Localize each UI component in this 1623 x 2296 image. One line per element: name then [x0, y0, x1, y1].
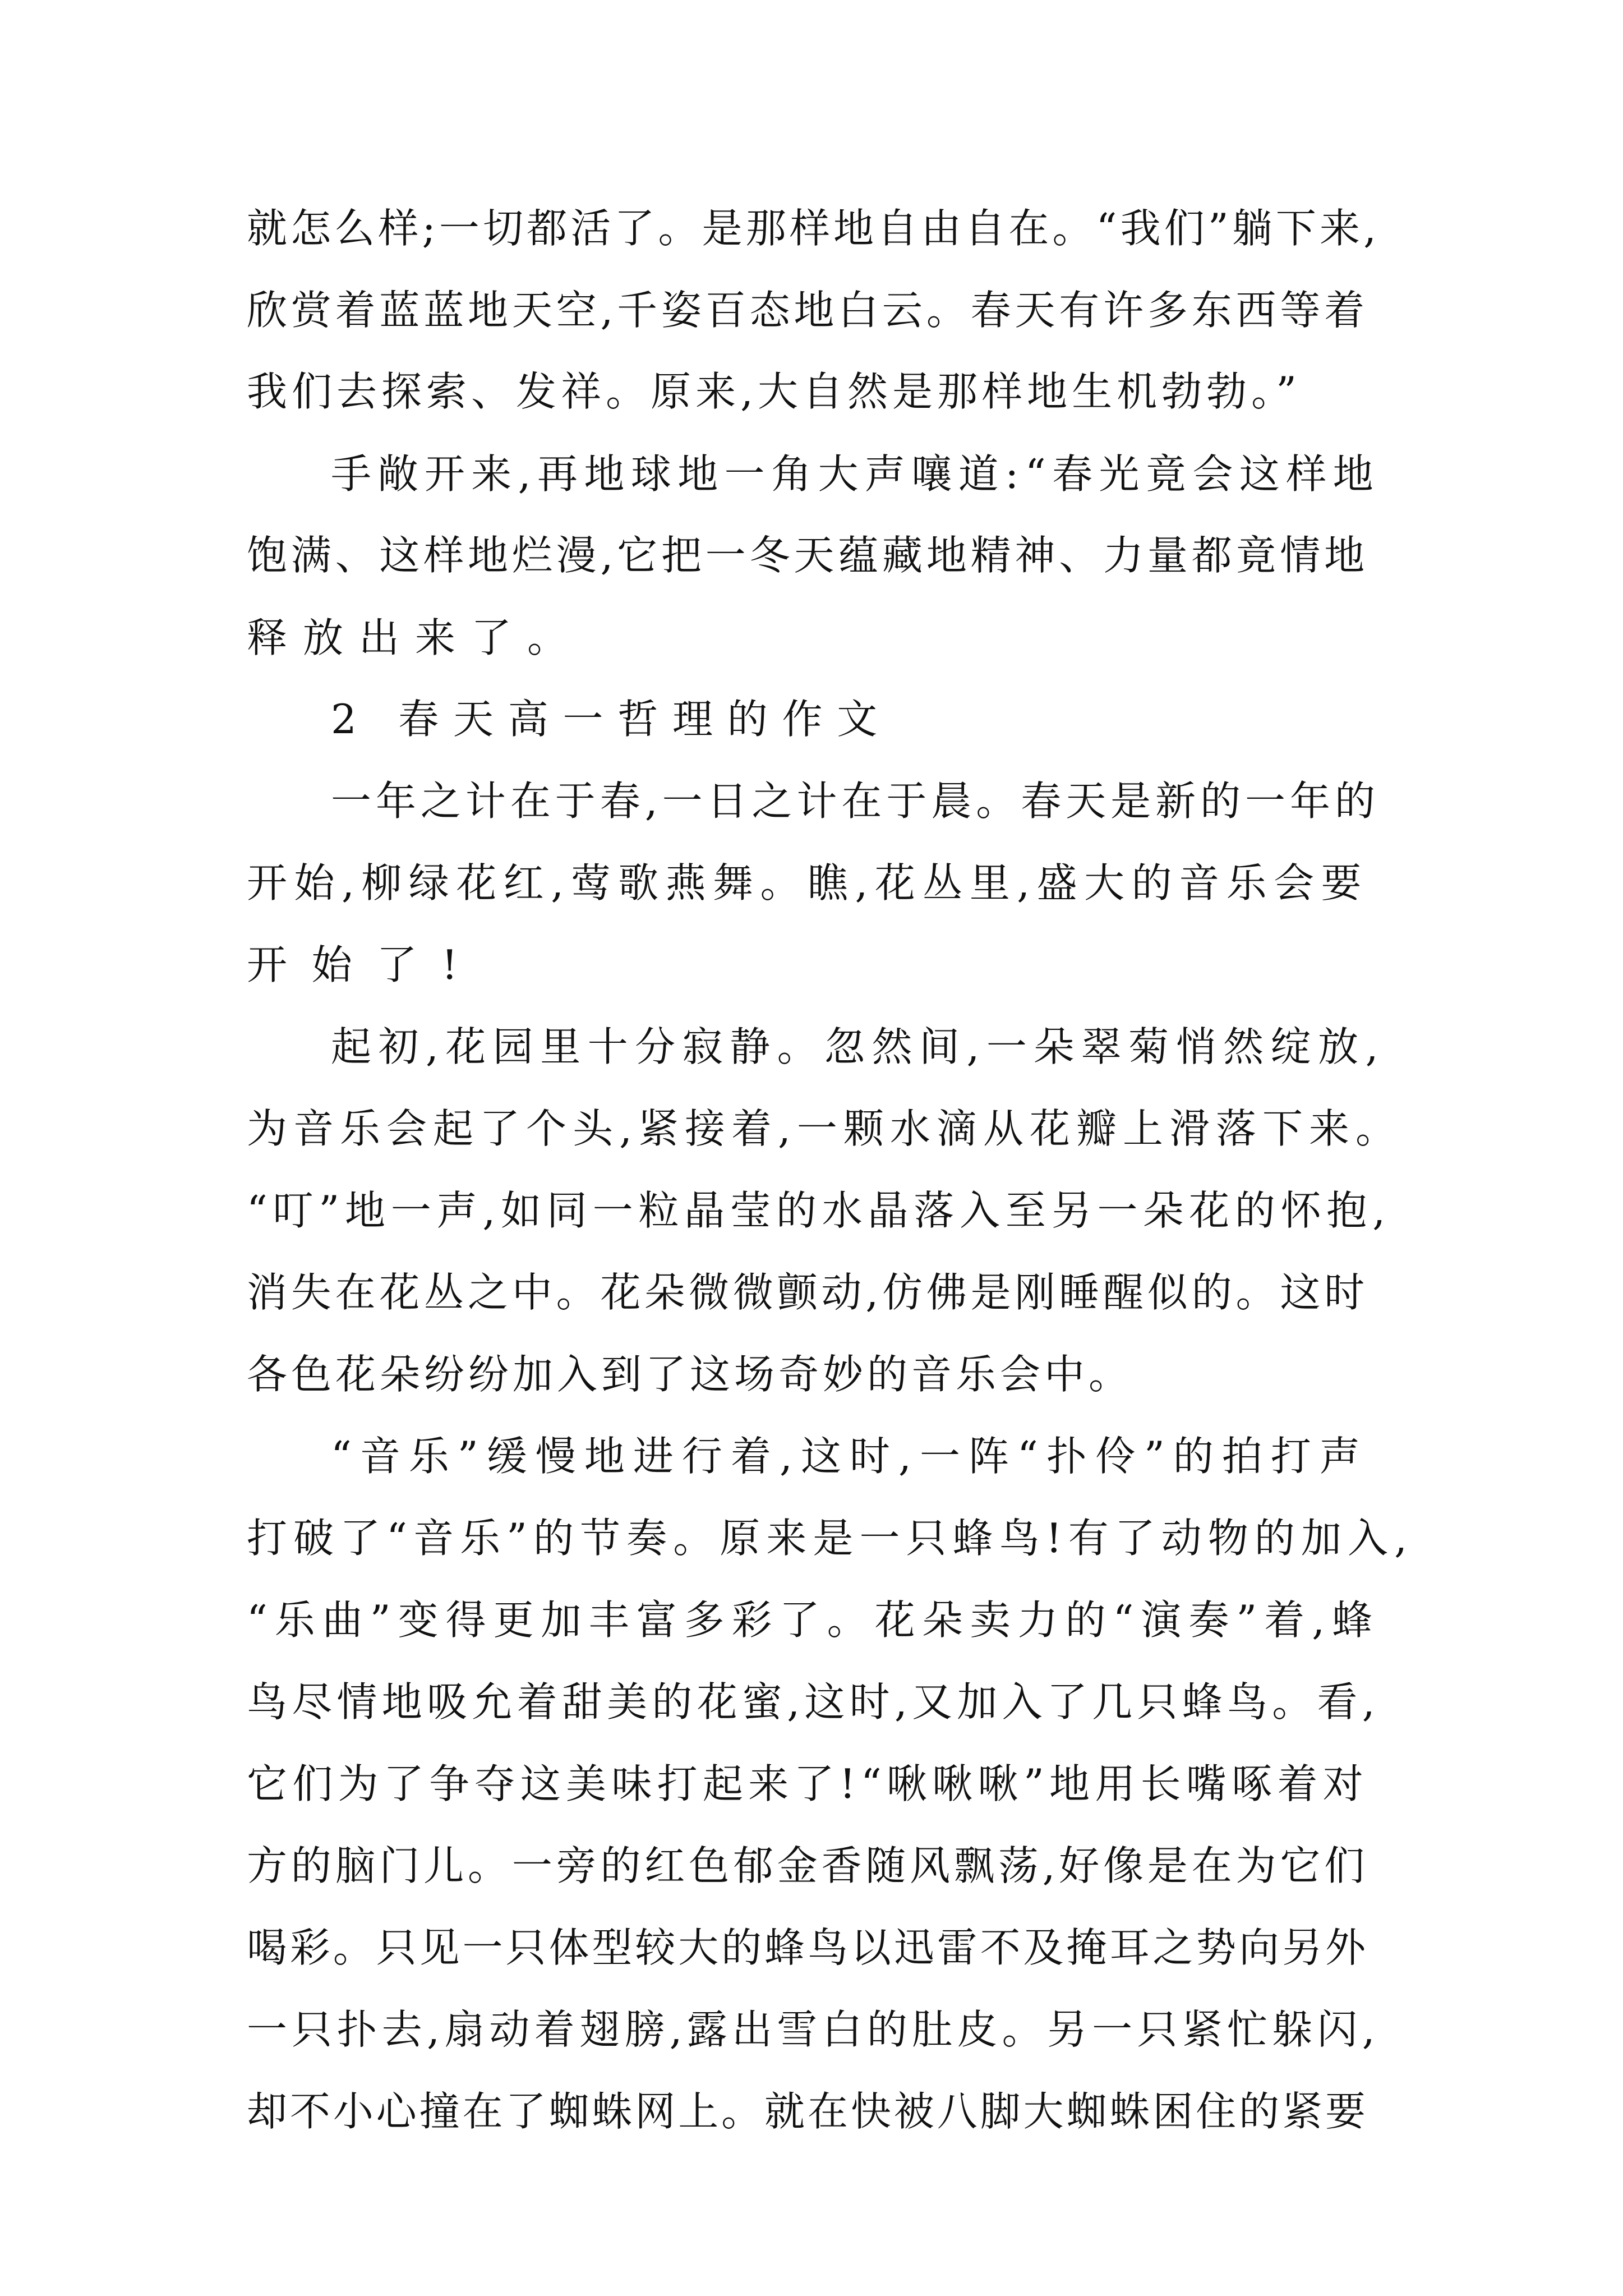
text-line: “叮”地一声,如同一粒晶莹的水晶落入至另一朵花的怀抱,	[247, 1187, 1391, 1234]
text-line: 却不小心撞在了蜘蛛网上。就在快被八脚大蜘蛛困住的紧要	[247, 2088, 1368, 2135]
text-line: 释放出来了。	[247, 614, 584, 661]
text-line: 手敞开来,再地球地一角大声嚷道:“春光竟会这样地	[331, 450, 1380, 498]
text-line: 一年之计在于春,一日之计在于晨。春天是新的一年的	[331, 777, 1380, 825]
text-line: 为音乐会起了个头,紧接着,一颗水滴从花瓣上滑落下来。	[247, 1105, 1403, 1152]
text-line: 鸟尽情地吸允着甜美的花蜜,这时,又加入了几只蜂鸟。看,	[247, 1678, 1380, 1726]
text-line: 一只扑去,扇动着翅膀,露出雪白的肚皮。另一只紧忙躲闪,	[247, 2006, 1380, 2053]
text-line: “音乐”缓慢地进行着,这时,一阵“扑伶”的拍打声	[331, 1433, 1368, 1480]
text-line: “乐曲”变得更加丰富多彩了。花朵卖力的“演奏”着,蜂	[247, 1596, 1380, 1644]
section-heading: 2 春天高一哲理的作文	[331, 696, 892, 743]
text-line: 饱满、这样地烂漫,它把一冬天蕴藏地精神、力量都竟情地	[247, 532, 1368, 579]
text-line: 开始了!	[247, 941, 483, 988]
text-line: 欣赏着蓝蓝地天空,千姿百态地白云。春天有许多东西等着	[247, 287, 1368, 334]
text-line: 就怎么样;一切都活了。是那样地自由自在。“我们”躺下来,	[247, 205, 1380, 252]
text-line: 打破了“音乐”的节奏。原来是一只蜂鸟!有了动物的加入,	[247, 1515, 1414, 1562]
text-line: 它们为了争夺这美味打起来了!“啾啾啾”地用长嘴啄着对	[247, 1760, 1369, 1807]
text-line: 消失在花丛之中。花朵微微颤动,仿佛是刚睡醒似的。这时	[247, 1269, 1368, 1316]
text-line: 我们去探索、发祥。原来,大自然是那样地生机勃勃。”	[247, 368, 1301, 415]
text-line: 各色花朵纷纷加入到了这场奇妙的音乐会中。	[247, 1351, 1133, 1398]
text-line: 开始,柳绿花红,莺歌燕舞。瞧,花丛里,盛大的音乐会要	[247, 859, 1369, 907]
text-line: 方的脑门儿。一旁的红色郁金香随风飘荡,好像是在为它们	[247, 1842, 1368, 1889]
text-line: 起初,花园里十分寂静。忽然间,一朵翠菊悄然绽放,	[331, 1023, 1385, 1070]
text-line: 喝彩。只见一只体型较大的蜂鸟以迅雷不及掩耳之势向另外	[247, 1924, 1368, 1971]
